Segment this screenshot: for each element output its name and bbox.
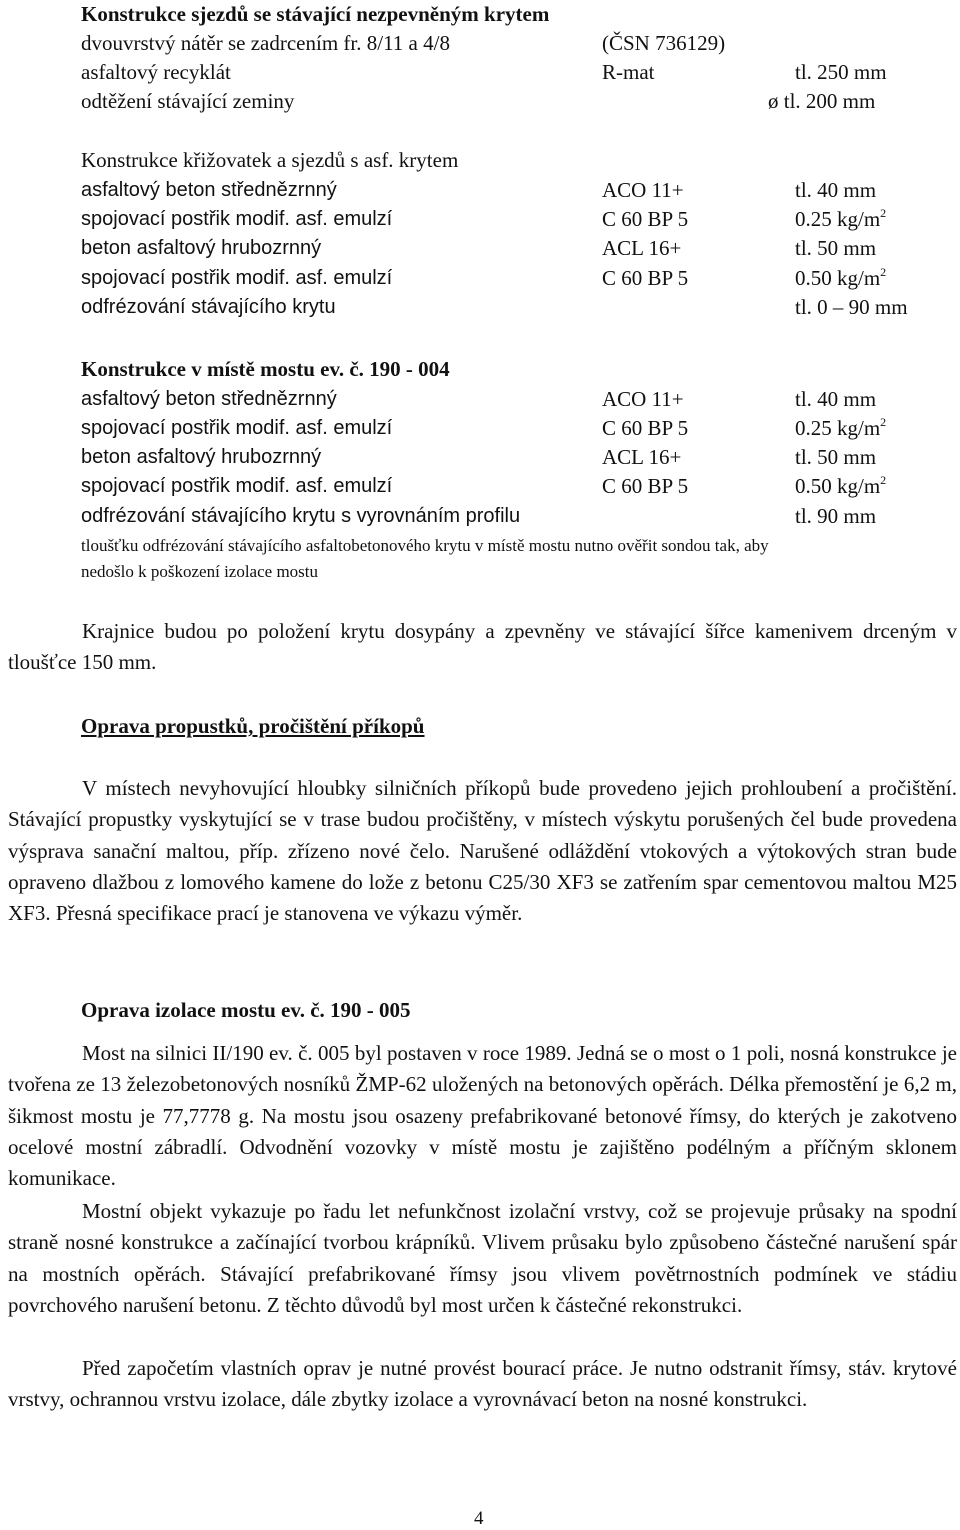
- krajnice-paragraph: Krajnice budou po položení krytu dosypány a zpevněny ve stávající šířce kamenivem drceným v tloušťce 150 mm.: [8, 619, 957, 675]
- izolace-paragraph-3: Před započetím vlastních oprav je nutné provést bourací práce. Je nutno odstranit římsy, stáv. krytové vrstvy, ochrannou vrstvu izolace, dále zbytky izolace a vyrovnávací beton na nosné konstrukci.: [8, 1356, 957, 1412]
- s2-row2-spec: C 60 BP 5: [602, 207, 689, 231]
- s3-row5-name: odfrézování stávajícího krytu s vyrovnáním profilu: [81, 505, 521, 527]
- section2-heading: Konstrukce křižovatek a sjezdů s asf. krytem: [81, 148, 459, 172]
- s2-row4-value: 0.50 $kg/m^2$: [795, 265, 887, 290]
- s2-row3-name: beton asfaltový hrubozrnný: [81, 237, 322, 259]
- s2-row2-value: 0.25 $kg/m^2$: [795, 206, 887, 231]
- s1-row1-spec: (ČSN 736129): [602, 31, 726, 55]
- s3-row3-value: tl. 50 mm: [795, 445, 877, 469]
- s3-note-line2: nedošlo k poškození izolace mostu: [81, 562, 319, 581]
- s2-row1-value: tl. 40 mm: [795, 178, 877, 202]
- s1-row3-value: ø tl. 200 mm: [768, 89, 876, 113]
- s1-row2-value: tl. 250 mm: [795, 60, 887, 84]
- s1-row1-name: dvouvrstvý nátěr se zadrcením fr. 8/11 a 4/8: [81, 31, 450, 55]
- page-number: 4: [474, 1508, 484, 1529]
- section3-heading: Konstrukce v místě mostu ev. č. 190 - 004: [81, 357, 450, 381]
- s3-note-line1: tloušťku odfrézování stávajícího asfaltobetonového krytu v místě mostu nutno ověřit sondou tak, aby: [81, 536, 769, 555]
- s3-row3-spec: ACL 16+: [602, 445, 682, 469]
- s3-row2-spec: C 60 BP 5: [602, 416, 689, 440]
- s2-row3-spec: ACL 16+: [602, 236, 682, 260]
- propustky-heading: Oprava propustků, pročištění příkopů: [81, 714, 425, 738]
- s1-row3-name: odtěžení stávající zeminy: [81, 89, 295, 113]
- s2-row1-name: asfaltový beton střednězrnný: [81, 179, 337, 201]
- s3-row5-value: tl. 90 mm: [795, 504, 877, 528]
- s3-row1-name: asfaltový beton střednězrnný: [81, 388, 337, 410]
- s3-row4-spec: C 60 BP 5: [602, 474, 689, 498]
- section1-heading: Konstrukce sjezdů se stávající nezpevněným krytem: [81, 2, 550, 26]
- s2-row5-name: odfrézování stávajícího krytu: [81, 296, 336, 318]
- izolace-heading: Oprava izolace mostu ev. č. 190 - 005: [81, 998, 411, 1022]
- izolace-paragraph-1: Most na silnici II/190 ev. č. 005 byl postaven v roce 1989. Jedná se o most o 1 poli, nosná konstrukce je tvořena ze 13 železobetonových nosníků ŽMP-62 uložených na betonových opěrách. Délka přemostění je 6,2 m, šikmost mostu je 77,7778 g. Na mostu jsou osazeny prefabrikované betonové římsy, do kterých je zakotveno ocelové mostní zábradlí. Odvodnění vozovky v místě mostu je zajištěno podélným a příčným sklonem komunikace.: [8, 1041, 957, 1191]
- propustky-paragraph: V místech nevyhovující hloubky silničních příkopů bude provedeno jejich prohloubení a pročištění. Stávající propustky vyskytující se v trase budou pročištěny, v místech výskytu porušených čel bude provedena výsprava sanační maltou, příp. zřízeno nové čelo. Narušené odláždění vtokových a výtokových stran bude opraveno dlažbou z lomového kamene do lože z betonu C25/30 XF3 se zatřením spar cementovou maltou M25 XF3. Přesná specifikace prací je stanovena ve výkazu výměr.: [8, 776, 957, 926]
- s2-row2-name: spojovací postřik modif. asf. emulzí: [81, 208, 393, 230]
- s2-row4-spec: C 60 BP 5: [602, 266, 689, 290]
- s2-row4-name: spojovací postřik modif. asf. emulzí: [81, 267, 393, 289]
- s3-row2-name: spojovací postřik modif. asf. emulzí: [81, 417, 393, 439]
- s2-row3-value: tl. 50 mm: [795, 236, 877, 260]
- s3-row1-spec: ACO 11+: [602, 387, 684, 411]
- s1-row2-spec: R-mat: [602, 60, 655, 84]
- s3-row4-value: 0.50 $kg/m^2$: [795, 473, 887, 498]
- s2-row5-value: tl. 0 – 90 mm: [795, 295, 908, 319]
- s1-row2-name: asfaltový recyklát: [81, 60, 231, 84]
- s3-row4-name: spojovací postřik modif. asf. emulzí: [81, 475, 393, 497]
- s3-row3-name: beton asfaltový hrubozrnný: [81, 446, 322, 468]
- s2-row1-spec: ACO 11+: [602, 178, 684, 202]
- izolace-paragraph-2: Mostní objekt vykazuje po řadu let nefunkčnost izolační vrstvy, což se projevuje průsaky na spodní straně nosné konstrukce a začínající tvorbou krápníků. Vlivem průsaku bylo způsobeno částečné narušení spár na mostních opěrách. Stávající prefabrikované římsy jsou vlivem povětrnostních podmínek ve stádiu povrchového narušení betonu. Z těchto důvodů byl most určen k částečné rekonstrukci.: [8, 1199, 957, 1317]
- s3-row2-value: 0.25 $kg/m^2$: [795, 415, 887, 440]
- s3-row1-value: tl. 40 mm: [795, 387, 877, 411]
